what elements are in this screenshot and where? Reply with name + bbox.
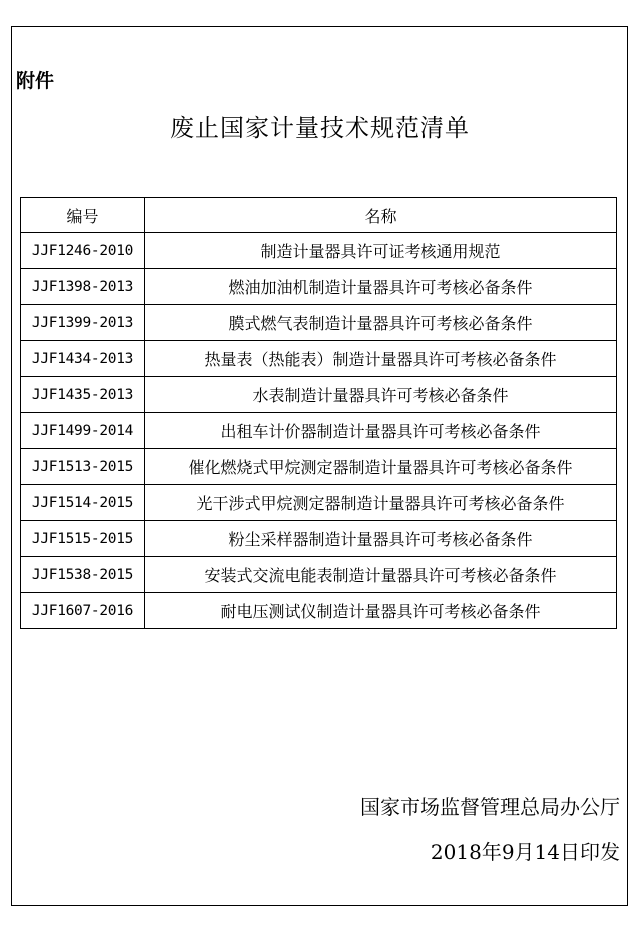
standard-name-cell: 粉尘采样器制造计量器具许可考核必备条件 — [145, 521, 617, 557]
standard-name-cell: 制造计量器具许可证考核通用规范 — [145, 233, 617, 269]
table-row — [21, 377, 617, 413]
header-code: 编号 — [21, 198, 145, 233]
table-row — [21, 557, 617, 593]
standard-name-cell: 热量表（热能表）制造计量器具许可考核必备条件 — [145, 341, 617, 377]
standard-code-cell: JJF1246-2010 — [21, 233, 145, 269]
table-row — [21, 269, 617, 305]
standard-name-cell: 燃油加油机制造计量器具许可考核必备条件 — [145, 269, 617, 305]
table-header-row — [21, 198, 617, 233]
document-title: 废止国家计量技术规范清单 — [170, 114, 470, 142]
standard-code-cell: JJF1399-2013 — [21, 305, 145, 341]
table-row — [21, 485, 617, 521]
standard-code-cell: JJF1499-2014 — [21, 413, 145, 449]
standard-code-cell: JJF1398-2013 — [21, 269, 145, 305]
standard-name-cell: 安装式交流电能表制造计量器具许可考核必备条件 — [145, 557, 617, 593]
table-row — [21, 341, 617, 377]
standard-code-cell: JJF1434-2013 — [21, 341, 145, 377]
issuer: 国家市场监督管理总局办公厅 — [360, 795, 620, 819]
standard-name-cell: 耐电压测试仪制造计量器具许可考核必备条件 — [145, 593, 617, 629]
table-body — [21, 233, 617, 629]
attachment-label: 附件 — [16, 70, 55, 92]
standard-name-cell: 光干涉式甲烷测定器制造计量器具许可考核必备条件 — [145, 485, 617, 521]
table-row — [21, 413, 617, 449]
table-row — [21, 593, 617, 629]
standards-table — [20, 197, 617, 629]
standard-name-cell: 水表制造计量器具许可考核必备条件 — [145, 377, 617, 413]
standard-code-cell: JJF1515-2015 — [21, 521, 145, 557]
table-row — [21, 449, 617, 485]
standard-code-cell: JJF1435-2013 — [21, 377, 145, 413]
standard-code-cell: JJF1607-2016 — [21, 593, 145, 629]
standard-name-cell: 膜式燃气表制造计量器具许可考核必备条件 — [145, 305, 617, 341]
issue-date: 2018年9月14日印发 — [430, 840, 620, 864]
standard-name-cell: 催化燃烧式甲烷测定器制造计量器具许可考核必备条件 — [145, 449, 617, 485]
table-row — [21, 233, 617, 269]
standard-code-cell: JJF1538-2015 — [21, 557, 145, 593]
standard-code-cell: JJF1513-2015 — [21, 449, 145, 485]
standard-code-cell: JJF1514-2015 — [21, 485, 145, 521]
table-row — [21, 521, 617, 557]
table-row — [21, 305, 617, 341]
header-name: 名称 — [145, 198, 617, 233]
standard-name-cell: 出租车计价器制造计量器具许可考核必备条件 — [145, 413, 617, 449]
